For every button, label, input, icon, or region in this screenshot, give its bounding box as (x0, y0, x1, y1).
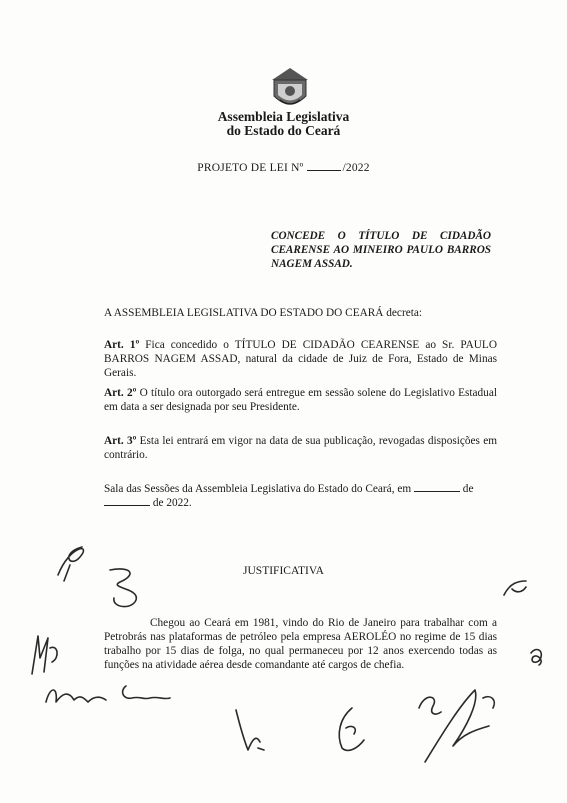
article-1-label: Art. 1º (104, 339, 140, 351)
session-hall-de: de (462, 483, 474, 495)
article-3 (104, 434, 497, 462)
bill-summary: CONCEDE O TÍTULO DE CIDADÃO CEARENSE AO MINEIRO PAULO BARROS NAGEM ASSAD. (271, 230, 491, 270)
signature-mark-8 (330, 704, 370, 756)
signature-mark-3 (500, 575, 530, 601)
bill-number (0, 161, 567, 174)
institution-header (0, 110, 567, 138)
signature-mark-1 (50, 535, 100, 583)
signature-mark-6 (525, 645, 549, 669)
bill-number-prefix: PROJETO DE LEI Nº (197, 162, 304, 174)
session-hall-year: de 2022. (152, 497, 192, 509)
state-seal-icon (268, 66, 312, 112)
justification-title: JUSTIFICATIVA (243, 565, 324, 577)
justification-text: Chegou ao Ceará em 1981, vindo do Rio de Janeiro para trabalhar com a Petrobrás nas plataformas de petróleo pela empresa AEROLÉO no regime de 15 dias trabalho por 15 dias de folga, no qual permaneceu por 12 anos exercendo todas as funções na atividade aérea desde comandante até cargos de chefia. (104, 617, 497, 671)
article-3-label: Art. 3º (104, 435, 137, 447)
month-blank (104, 496, 150, 506)
date-blank (414, 482, 460, 492)
bill-number-blank (307, 161, 341, 171)
article-1-text: Fica concedido o TÍTULO DE CIDADÃO CEARENSE ao Sr. PAULO BARROS NAGEM ASSAD, natural da cidade de Juiz de Fora, Estado de Minas Gerais. (104, 339, 497, 379)
article-1 (104, 338, 497, 380)
signature-mark-5 (40, 676, 180, 712)
preamble: A ASSEMBLEIA LEGISLATIVA DO ESTADO DO CEARÁ decreta: (104, 307, 423, 319)
institution-name-line1: Assembleia Legislativa (217, 109, 350, 124)
signature-mark-4 (28, 628, 64, 678)
article-2-label: Art. 2º (104, 387, 137, 399)
signature-mark-2 (100, 562, 150, 614)
article-2 (104, 386, 497, 414)
session-hall-line (104, 482, 497, 510)
bill-number-year: /2022 (342, 162, 370, 174)
institution-name-line2: do Estado do Ceará (226, 123, 341, 138)
signature-mark-7 (230, 700, 270, 756)
article-2-text: O título ora outorgado será entregue em sessão solene do Legislativo Estadual em data a ser designada por seu Presidente. (104, 387, 497, 413)
article-3-text: Esta lei entrará em vigor na data de sua publicação, revogadas disposições em contrário. (104, 435, 497, 461)
session-hall-text: Sala das Sessões da Assembleia Legislativa do Estado do Ceará, em (104, 483, 412, 495)
signature-mark-9 (405, 686, 505, 766)
